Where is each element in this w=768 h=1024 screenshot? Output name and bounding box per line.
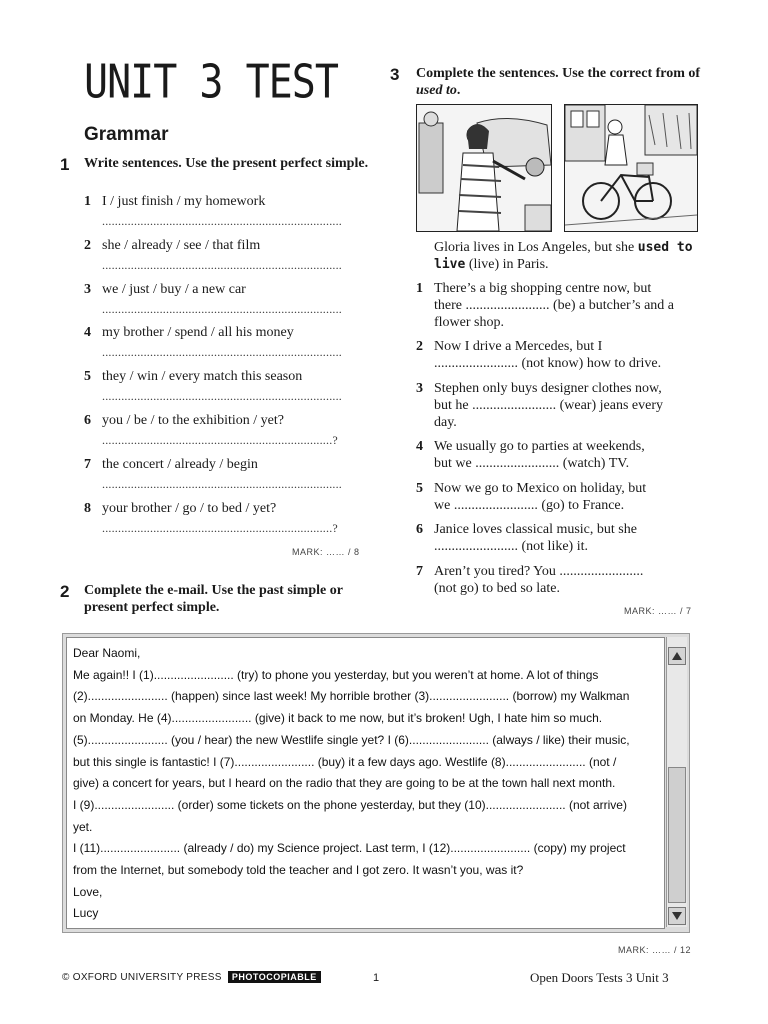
section-3-number: 3 <box>390 65 400 84</box>
answer-line[interactable]: ........................................................................... <box>102 214 342 228</box>
email-line: give) a concert for years, but I heard on the radio that they are going to be at the town hall next month. <box>73 776 616 790</box>
email-line: (2)........................ (happen) since last week! My horrible brother (3)........................ (borrow) my Walkman <box>73 689 630 703</box>
item-text-line: we ........................ (go) to France. <box>434 498 625 513</box>
item-number: 8 <box>84 501 91 516</box>
answer-line[interactable]: ........................................................................... <box>102 345 342 359</box>
item-text-line: Aren’t you tired? You ........................ <box>434 564 644 579</box>
email-line: I (11)........................ (already / do) my Science project. Last term, I (12)........................ (copy) my project <box>73 841 626 855</box>
email-line: on Monday. He (4)........................ (give) it back to me now, but it’s broken! Ugh, I hate him so much. <box>73 711 603 725</box>
scroll-down-button[interactable] <box>668 907 686 925</box>
item-text-line: ........................ (not like) it. <box>434 539 588 554</box>
section-1-item <box>84 237 374 275</box>
email-line: Dear Naomi, <box>73 646 141 660</box>
item-text-line: day. <box>434 415 457 430</box>
section-1-instruction: Write sentences. Use the present perfect simple. <box>84 156 369 171</box>
triangle-down-icon <box>669 908 685 924</box>
section-2-mark: MARK: …… / 12 <box>618 945 692 955</box>
answer-line[interactable]: ........................................................................... <box>102 477 342 491</box>
illustration-woman-car <box>416 104 552 232</box>
item-text-line: Janice loves classical music, but she <box>434 522 637 537</box>
item-number: 5 <box>416 481 423 496</box>
item-number: 2 <box>84 238 91 253</box>
email-line: (5)........................ (you / hear) the new Westlife single yet? I (6)........................ (always / like) their music, <box>73 733 630 747</box>
item-number: 7 <box>84 457 91 472</box>
item-prompt: she / already / see / that film <box>102 238 261 253</box>
item-text-line: Now I drive a Mercedes, but I <box>434 339 603 354</box>
answer-line[interactable]: ........................................................................... <box>102 302 342 316</box>
item-prompt: your brother / go / to bed / yet? <box>102 501 277 516</box>
section-3-instruction: Complete the sentences. Use the correct from of used to. <box>416 66 701 98</box>
item-prompt: I / just finish / my homework <box>102 194 266 209</box>
scroll-up-button[interactable] <box>668 647 686 665</box>
section-1-item <box>84 500 374 538</box>
item-text-line: but he ........................ (wear) jeans every <box>434 398 663 413</box>
section-1-number: 1 <box>60 155 70 174</box>
item-text-line: but we ........................ (watch) TV. <box>434 456 630 471</box>
item-text-line: ........................ (not know) how to drive. <box>434 356 662 371</box>
section-1-item <box>84 368 374 406</box>
section-2-instruction: Complete the e-mail. Use the past simple or present perfect simple. <box>84 583 343 615</box>
footer-series: Open Doors Tests 3 Unit 3 <box>530 970 669 985</box>
item-number: 7 <box>416 564 423 579</box>
footer-publisher: © OXFORD UNIVERSITY PRESS PHOTOCOPIABLE <box>62 972 321 983</box>
item-number: 3 <box>416 381 423 396</box>
email-line: Lucy <box>73 906 99 920</box>
email-line: I (9)........................ (order) some tickets on the phone yesterday, but they (10)........................ (not arrive) <box>73 798 627 812</box>
grammar-heading: Grammar <box>84 124 169 145</box>
photocopiable-badge: PHOTOCOPIABLE <box>228 971 321 983</box>
email-window <box>62 633 690 933</box>
triangle-up-icon <box>669 648 685 664</box>
email-line: yet. <box>73 820 93 834</box>
item-text-line: We usually go to parties at weekends, <box>434 439 645 454</box>
section-1-item <box>84 281 374 319</box>
section-2-number: 2 <box>60 582 70 601</box>
email-line: Love, <box>73 885 103 899</box>
answer-line[interactable]: ........................................................................? <box>102 521 338 535</box>
item-number: 4 <box>416 439 423 454</box>
email-line: from the Internet, but somebody told the teacher and I got zero. It wasn’t you, was it? <box>73 863 524 877</box>
item-number: 1 <box>416 281 423 296</box>
item-number: 4 <box>84 325 91 340</box>
item-prompt: you / be / to the exhibition / yet? <box>102 413 284 428</box>
scroll-thumb[interactable] <box>668 767 686 903</box>
item-prompt: they / win / every match this season <box>102 369 303 384</box>
section-1-mark: MARK: …… / 8 <box>292 547 360 557</box>
page-number: 1 <box>373 972 380 984</box>
section-1-item <box>84 193 374 231</box>
item-text-line: flower shop. <box>434 315 504 330</box>
page-title: UNIT 3 TEST <box>84 56 338 109</box>
section-1-item <box>84 456 374 494</box>
email-line: but this single is fantastic! I (7)........................ (buy) it a few days ago. Westlife (8)........................ (not / <box>73 755 617 769</box>
item-prompt: the concert / already / begin <box>102 457 258 472</box>
item-text-line: Stephen only buys designer clothes now, <box>434 381 662 396</box>
email-line: Me again!! I (1)........................ (try) to phone you yesterday, but you weren’t at home. A lot of things <box>73 668 599 682</box>
illustration-woman-bicycle <box>564 104 698 232</box>
item-number: 6 <box>416 522 423 537</box>
item-number: 6 <box>84 413 91 428</box>
section-3-example: Gloria lives in Los Angeles, but she used to live (live) in Paris. <box>434 240 693 272</box>
section-3-mark: MARK: …… / 7 <box>624 606 692 616</box>
item-text-line: Now we go to Mexico on holiday, but <box>434 481 647 496</box>
item-text-line: there ........................ (be) a butcher’s and a <box>434 298 674 313</box>
answer-line[interactable]: ........................................................................? <box>102 433 338 447</box>
item-number: 5 <box>84 369 91 384</box>
answer-line[interactable]: ........................................................................... <box>102 258 342 272</box>
email-scrollbar[interactable] <box>666 637 687 927</box>
item-prompt: we / just / buy / a new car <box>102 282 246 297</box>
email-text-area[interactable] <box>66 637 665 929</box>
item-number: 2 <box>416 339 423 354</box>
section-1-item <box>84 324 374 362</box>
item-number: 1 <box>84 194 91 209</box>
section-1-item <box>84 412 374 450</box>
item-number: 3 <box>84 282 91 297</box>
item-text-line: (not go) to bed so late. <box>434 581 560 596</box>
answer-line[interactable]: ........................................................................... <box>102 389 342 403</box>
item-prompt: my brother / spend / all his money <box>102 325 294 340</box>
item-text-line: There’s a big shopping centre now, but <box>434 281 652 296</box>
